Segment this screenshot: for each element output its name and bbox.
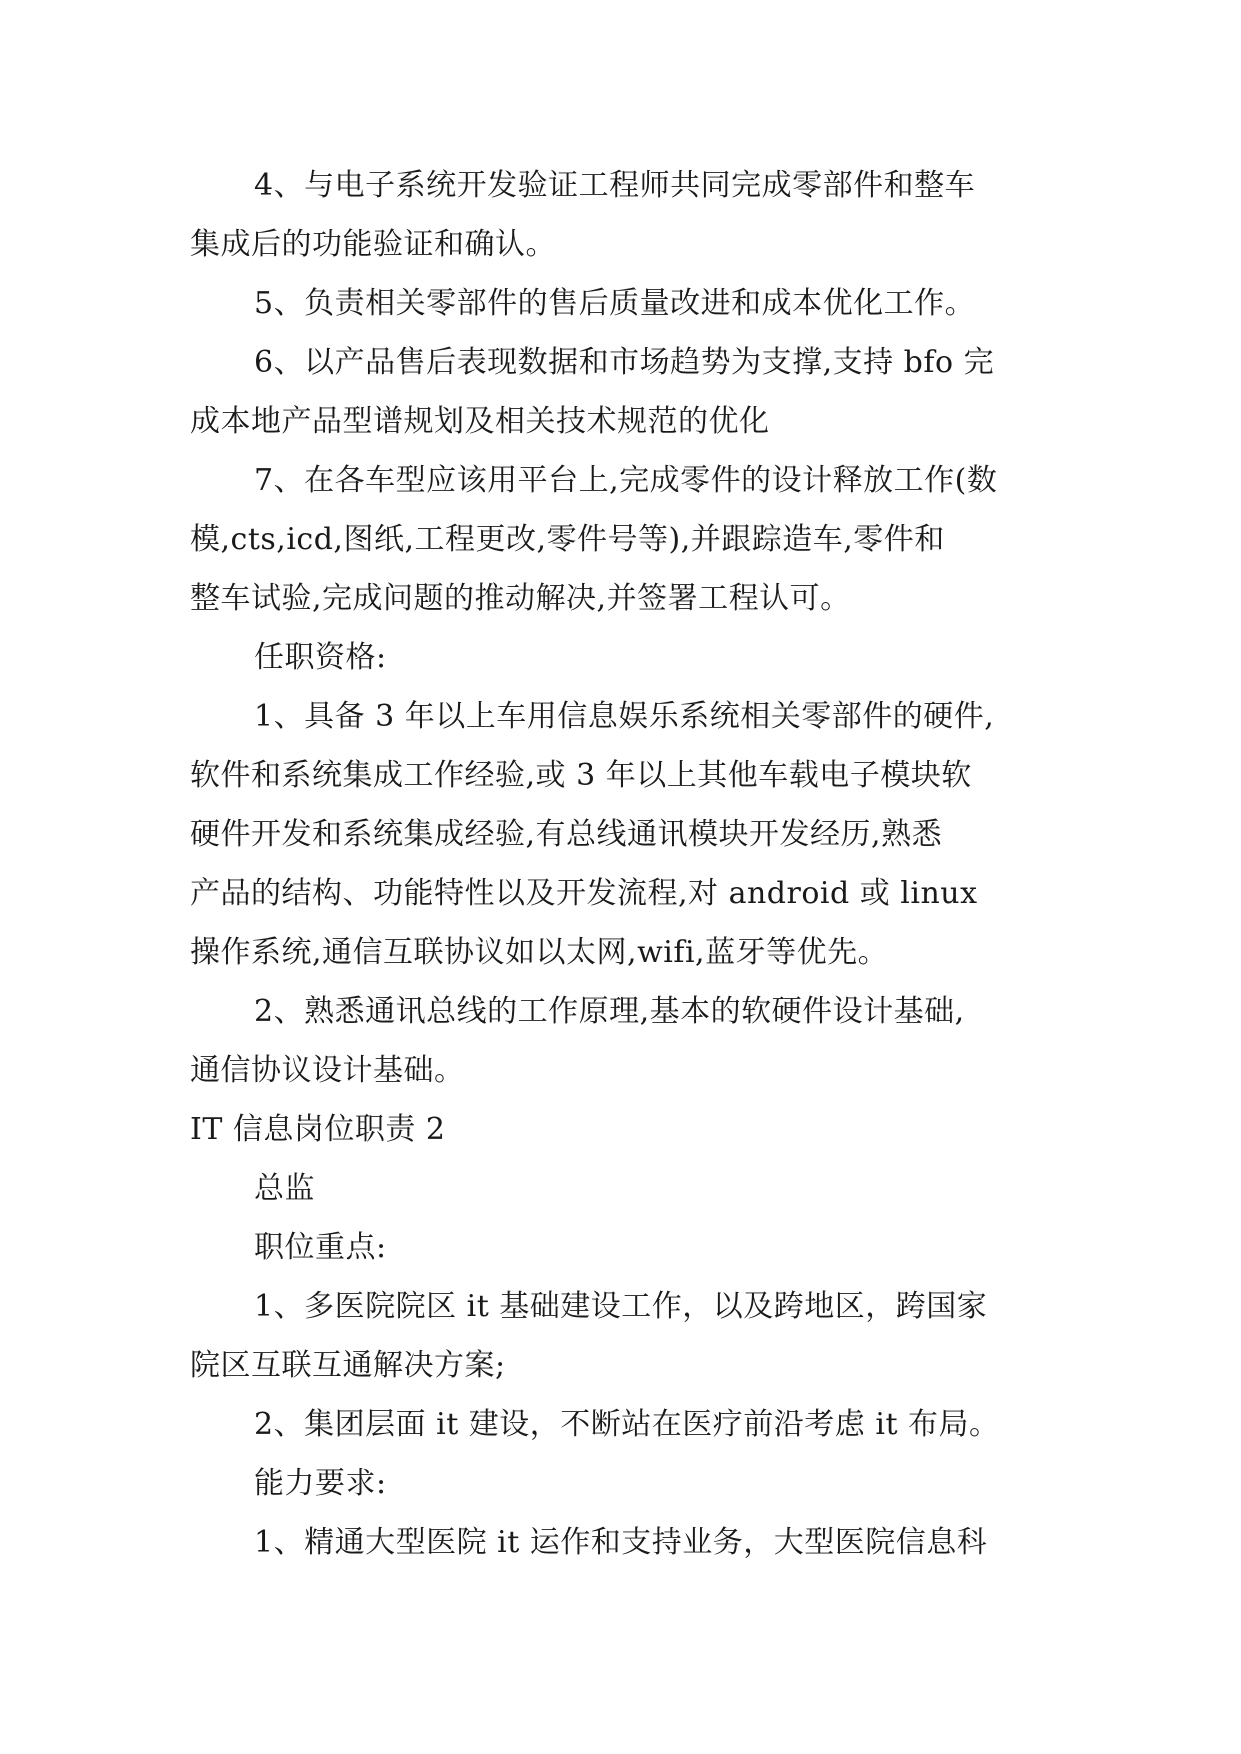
paragraph <box>190 1395 1054 1454</box>
paragraph <box>190 687 1054 982</box>
section-label <box>190 628 1054 687</box>
text-line: 1、精通大型医院 it 运作和支持业务，大型医院信息科 <box>254 1525 988 1560</box>
section-heading <box>190 1100 1054 1159</box>
text-line: 院区互联互通解决方案; <box>190 1348 506 1383</box>
paragraph <box>190 982 1054 1100</box>
text-line: 职位重点: <box>254 1230 387 1265</box>
text-line: 2、集团层面 it 建设，不断站在医疗前沿考虑 it 布局。 <box>254 1407 1000 1442</box>
text-line: 1、多医院院区 it 基础建设工作，以及跨地区，跨国家 <box>254 1289 988 1324</box>
text-line: 能力要求: <box>254 1466 387 1501</box>
text-line: 操作系统,通信互联协议如以太网,wifi,蓝牙等优先。 <box>190 935 889 970</box>
text-line: 通信协议设计基础。 <box>190 1053 465 1088</box>
text-line: 软件和系统集成工作经验,或 3 年以上其他车载电子模块软 <box>190 758 972 793</box>
text-line: 2、熟悉通讯总线的工作原理,基本的软硬件设计基础, <box>254 994 965 1029</box>
text-line: 整车试验,完成问题的推动解决,并签署工程认可。 <box>190 581 851 616</box>
text-line: 总监 <box>254 1171 315 1206</box>
text-line: 7、在各车型应该用平台上,完成零件的设计释放工作(数 <box>254 463 998 498</box>
text-line: 成本地产品型谱规划及相关技术规范的优化 <box>190 404 770 439</box>
text-line: 1、具备 3 年以上车用信息娱乐系统相关零部件的硬件, <box>254 699 995 734</box>
section-label <box>190 1454 1054 1513</box>
paragraph <box>190 274 1054 333</box>
text-line: 硬件开发和系统集成经验,有总线通讯模块开发经历,熟悉 <box>190 817 943 852</box>
document-body <box>190 156 1054 1572</box>
text-line: 5、负责相关零部件的售后质量改进和成本优化工作。 <box>254 286 976 321</box>
paragraph <box>190 451 1054 628</box>
text-line: 任职资格: <box>254 640 387 675</box>
text-line: 产品的结构、功能特性以及开发流程,对 android 或 linux <box>190 876 978 911</box>
paragraph <box>190 333 1054 451</box>
paragraph <box>190 1277 1054 1395</box>
paragraph <box>190 156 1054 274</box>
text-line: 6、以产品售后表现数据和市场趋势为支撑,支持 bfo 完 <box>254 345 995 380</box>
text-line: 4、与电子系统开发验证工程师共同完成零部件和整车 <box>254 168 976 203</box>
text-line: 集成后的功能验证和确认。 <box>190 227 556 262</box>
text-line: 模,cts,icd,图纸,工程更改,零件号等),并跟踪造车,零件和 <box>190 522 945 557</box>
heading-text: IT 信息岗位职责 2 <box>190 1112 446 1147</box>
paragraph <box>190 1159 1054 1218</box>
paragraph <box>190 1513 1054 1572</box>
section-label <box>190 1218 1054 1277</box>
